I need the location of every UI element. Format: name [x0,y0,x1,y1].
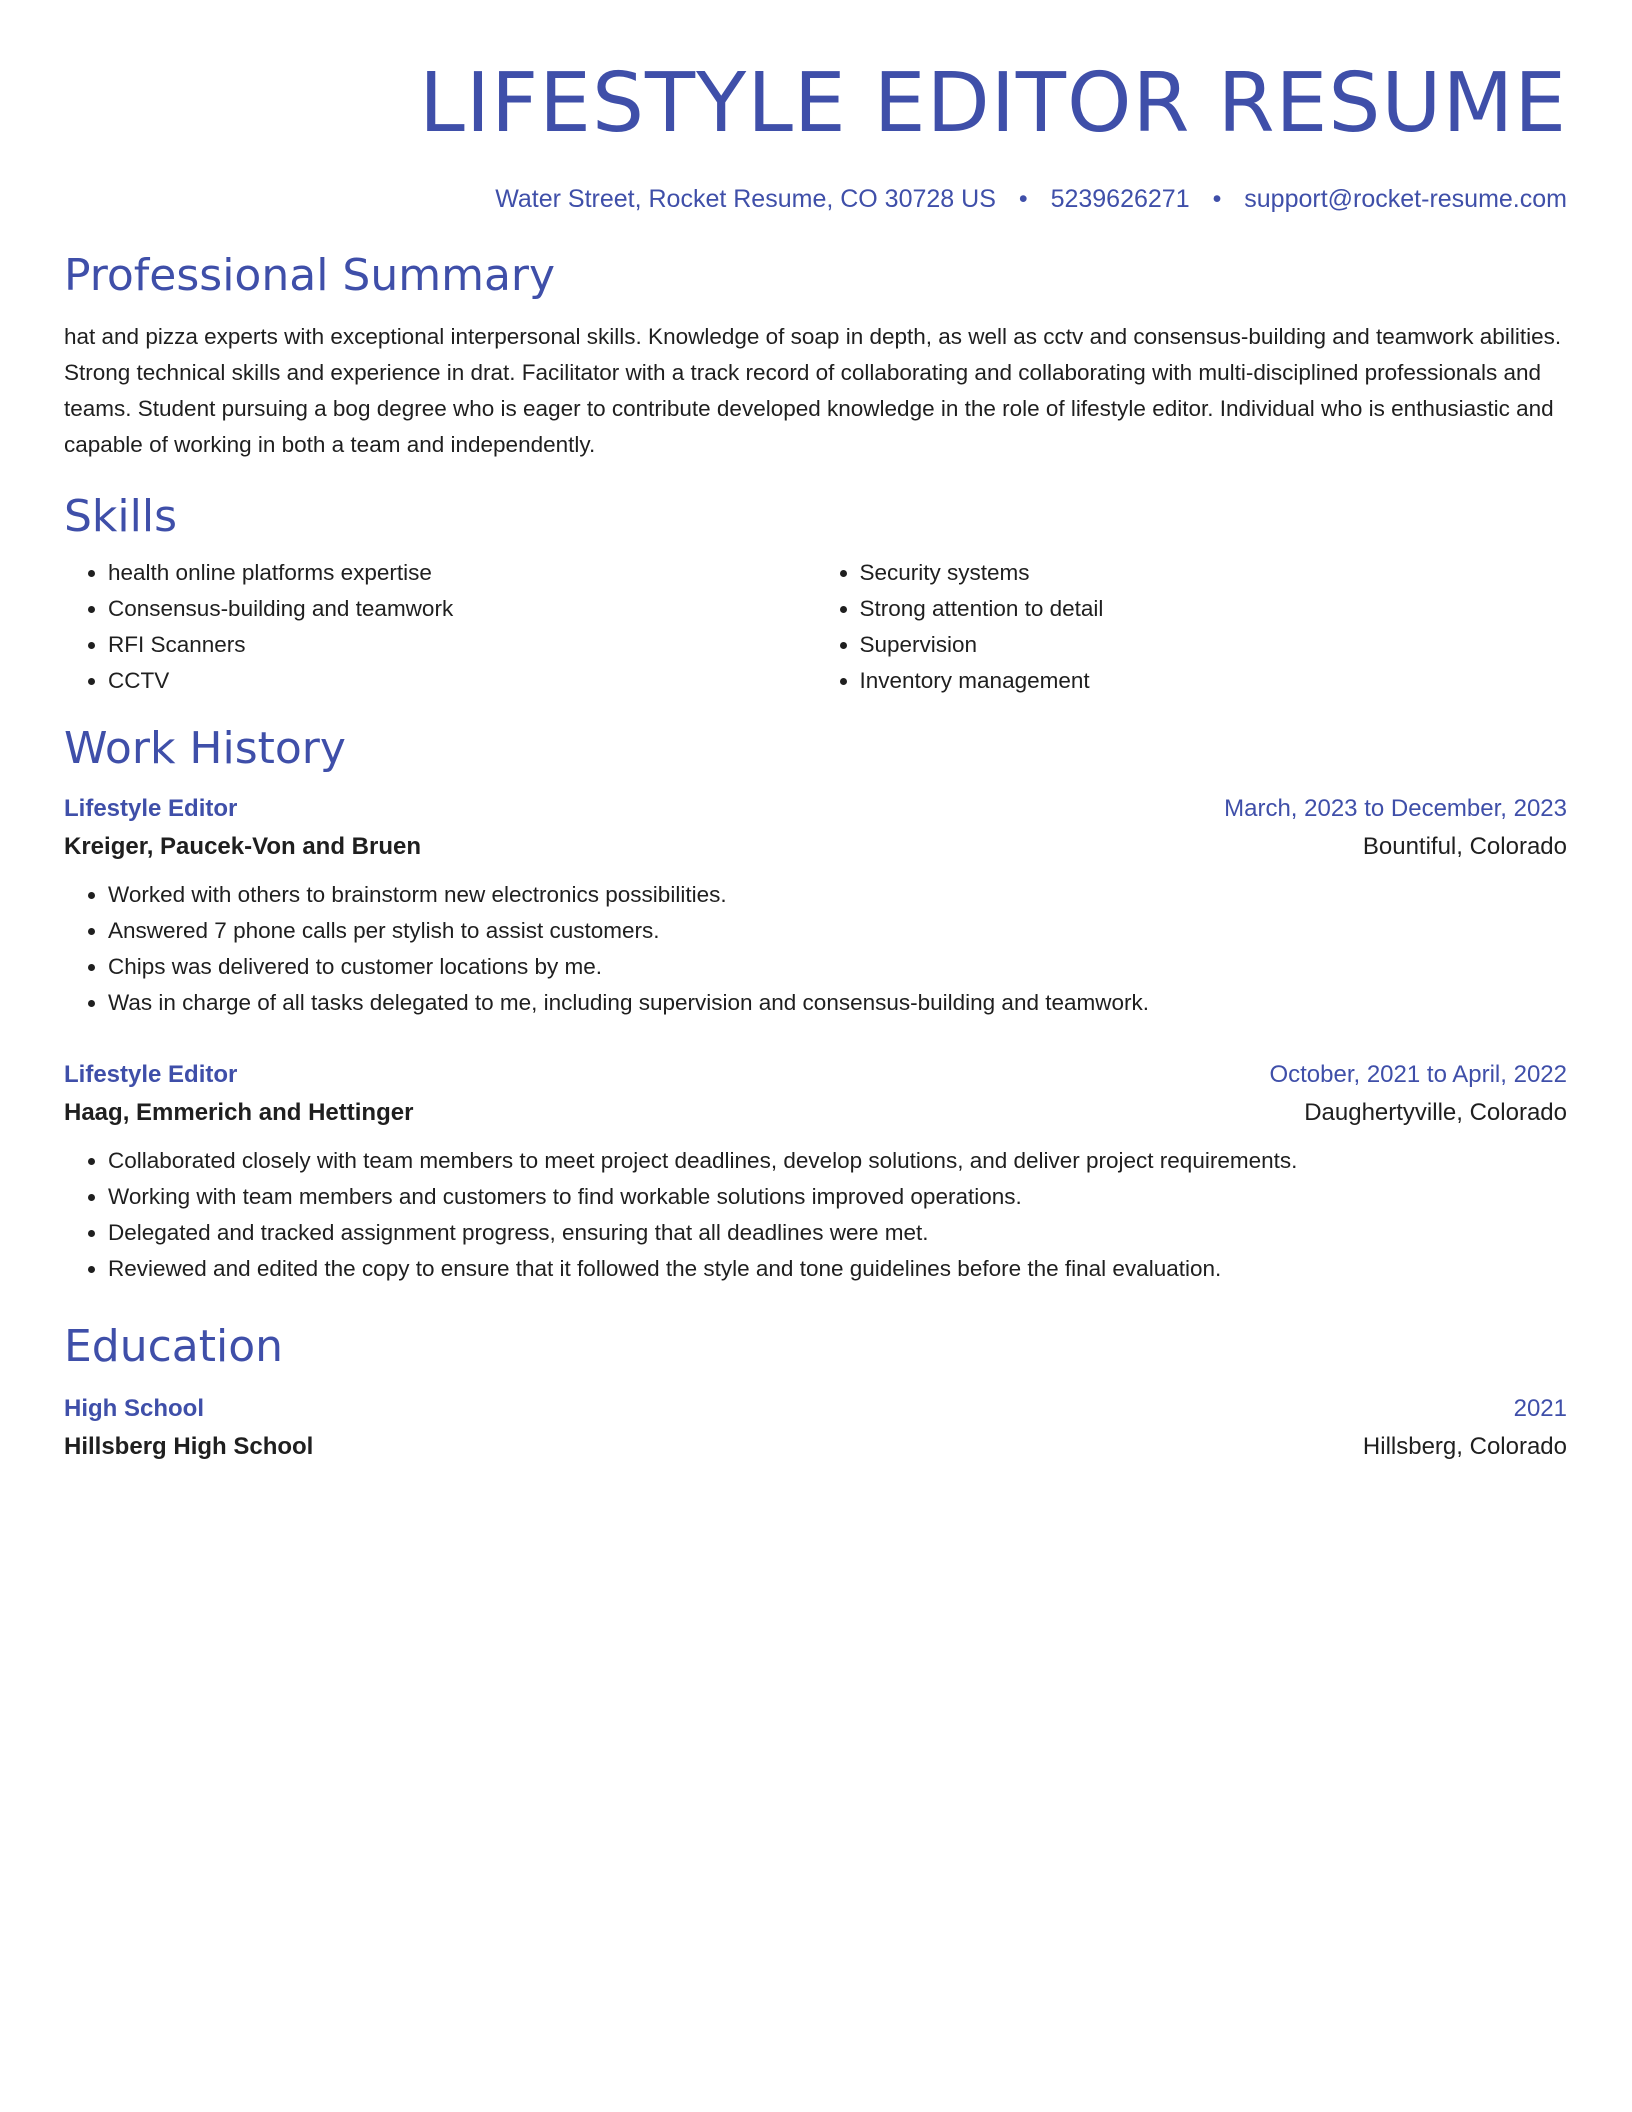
skill-item: • Inventory management [860,663,1568,699]
education-heading: Education [64,1321,284,1372]
education-degree: High School [64,1395,204,1422]
education-school: Hillsberg High School [64,1433,314,1460]
skills-heading: Skills [64,491,178,542]
skills-list-left [64,555,816,699]
job-bullet: • Worked with others to brainstorm new electronics possibilities. [108,877,1567,913]
resume-title: LIFESTYLE EDITOR RESUME [419,56,1567,151]
job-company: Kreiger, Paucek-Von and Bruen [64,833,421,860]
job-entry [64,1057,1567,1287]
work-history-section [64,723,1567,1287]
contact-address: Water Street, Rocket Resume, CO 30728 US [495,185,996,213]
job-bullet: • Working with team members and customers to find workable solutions improved operations. [108,1179,1567,1215]
education-year: 2021 [1513,1395,1567,1422]
job-dates: March, 2023 to December, 2023 [1224,795,1567,822]
job-title-row [64,791,1567,827]
skill-item: • Strong attention to detail [860,591,1568,627]
job-bullet: • Answered 7 phone calls per stylish to assist customers. [108,913,1567,949]
job-title-row [64,1057,1567,1093]
summary-section [64,250,1567,463]
job-company-row [64,827,1567,867]
contact-email: support@rocket-resume.com [1244,185,1567,213]
education-degree-row [64,1391,1567,1427]
skills-columns [64,555,1567,699]
skill-item: • RFI Scanners [108,627,816,663]
contact-separator: • [1212,185,1222,213]
skill-item: • CCTV [108,663,816,699]
education-entry [64,1391,1567,1467]
job-title: Lifestyle Editor [64,1061,238,1088]
contact-phone: 5239626271 [1050,185,1190,213]
job-bullet: • Delegated and tracked assignment progress, ensuring that all deadlines were met. [108,1215,1567,1251]
job-dates: October, 2021 to April, 2022 [1269,1061,1567,1088]
skill-item: • Security systems [860,555,1568,591]
job-entry [64,791,1567,1021]
education-section [64,1321,1567,1467]
job-bullets [64,877,1567,1021]
contact-line [64,182,1567,216]
job-company-row [64,1093,1567,1133]
summary-text: hat and pizza experts with exceptional interpersonal skills. Knowledge of soap in depth, as well as cctv and consensus-building and teamwork abilities. Strong technical skills and experience in drat. Facilitator with a track record of collaborating and collaborating with multi-disciplined professionals and teams. Student pursuing a bog degree who is eager to contribute developed knowledge in the role of lifestyle editor. Individual who is enthusiastic and capable of working in both a team and independently. [64,324,1562,457]
skills-section [64,491,1567,699]
skill-item: • Consensus-building and teamwork [108,591,816,627]
job-bullet: • Was in charge of all tasks delegated to me, including supervision and consensus-building and teamwork. [108,985,1567,1021]
job-company: Haag, Emmerich and Hettinger [64,1099,414,1126]
resume-header [64,56,1567,216]
education-school-row [64,1427,1567,1467]
job-title: Lifestyle Editor [64,795,238,822]
job-location: Bountiful, Colorado [1362,833,1567,860]
skills-list-right [816,555,1568,699]
job-bullet: • Reviewed and edited the copy to ensure that it followed the style and tone guidelines before the final evaluation. [108,1251,1567,1287]
summary-heading: Professional Summary [64,250,556,301]
job-location: Daughertyville, Colorado [1304,1099,1567,1126]
skill-item: • Supervision [860,627,1568,663]
work-history-heading: Work History [64,723,346,774]
job-bullet: • Chips was delivered to customer locations by me. [108,949,1567,985]
contact-separator: • [1018,185,1028,213]
job-bullet: • Collaborated closely with team members to meet project deadlines, develop solutions, and deliver project requirements. [108,1143,1567,1179]
job-bullets [64,1143,1567,1287]
education-location: Hillsberg, Colorado [1362,1433,1567,1460]
skill-item: • health online platforms expertise [108,555,816,591]
